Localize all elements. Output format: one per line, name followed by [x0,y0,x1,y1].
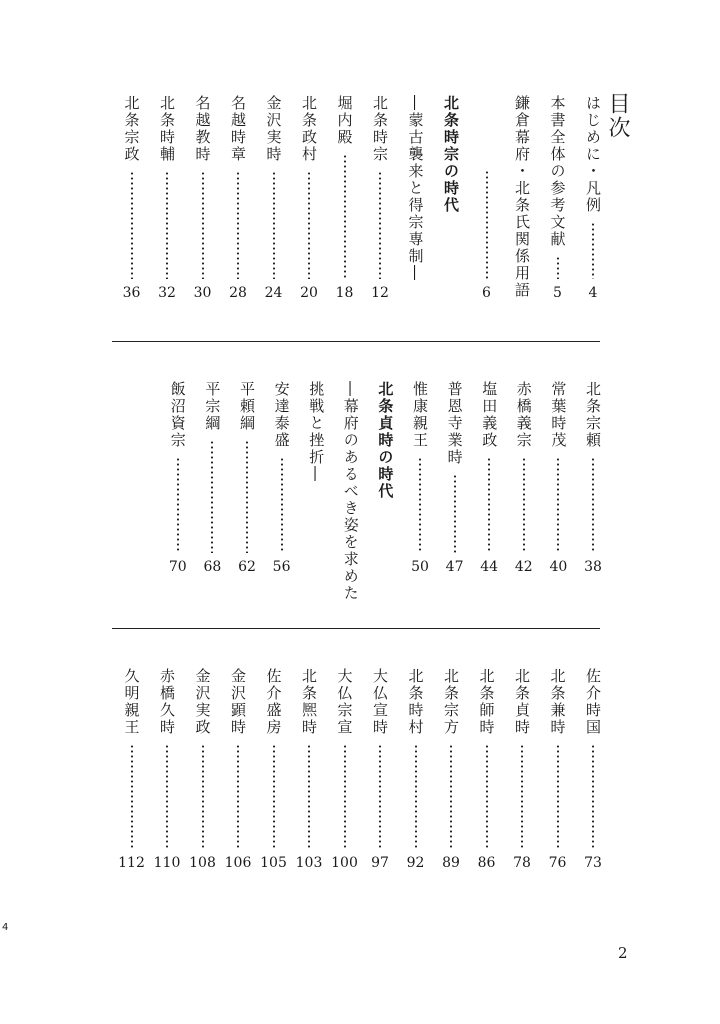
toc-entry-page: 24 [264,285,283,301]
dot-leader [557,744,559,849]
toc-entry-label: 佐介時国 [584,668,602,736]
toc-entry [265,381,299,585]
section-divider [112,628,600,629]
dot-leader [379,171,381,279]
toc-entry-page: 44 [480,559,499,575]
toc-entry [541,95,575,305]
toc-entry [576,381,610,585]
page-number: 2 [618,944,628,962]
toc-entry-label: 北条時村 [406,668,425,736]
toc-entry [507,381,541,585]
toc-entry-page: 62 [238,559,256,575]
toc-entry-label: 常葉時茂 [549,381,568,449]
toc-section-2 [110,381,610,602]
toc-entry [399,668,433,876]
toc-entry-label: 挑戦と挫折― [307,381,326,483]
toc-entry-label: 北条時宗 [371,95,389,163]
toc-entry-label: 北条熈時 [300,668,318,736]
toc-entry [115,95,149,305]
dot-leader [557,256,559,279]
toc-entry-wrap-label [505,95,539,305]
toc-entry [221,95,255,305]
toc-entry [230,381,264,585]
section-subtitle [299,381,333,585]
toc-entry [186,668,220,876]
toc-entry-page: 12 [371,285,389,301]
toc-entry-page: 30 [193,285,212,301]
dot-leader [557,457,559,553]
toc-entry [403,381,437,585]
dot-leader [202,744,204,849]
toc-entry-label: 平頼綱 [238,381,256,432]
toc-entry [292,95,326,305]
toc-entry-label: 塩田義政 [480,381,499,449]
dot-leader [211,440,213,553]
dot-leader [450,744,452,849]
toc-entry-page: 106 [224,855,252,871]
toc-entry-label: 堀内殿 [335,95,354,146]
dot-leader [177,457,179,553]
toc-entry [541,381,575,585]
dot-leader [415,744,417,849]
side-marker: 4 [2,922,9,933]
toc-entry-label: 北条宗政 [122,95,141,163]
toc-entry [470,668,504,876]
toc-entry-label: 北条政村 [300,95,318,163]
toc-entry-page: 18 [335,285,354,301]
section-heading [434,95,468,305]
toc-entry-label: 北条時宗の時代 [442,95,460,214]
toc-entry-page: 4 [588,285,598,301]
dot-leader [237,171,239,279]
toc-entry-label: 北条宗頼 [584,381,602,449]
toc-entry-label: 平宗綱 [203,381,222,432]
toc-entry-label: 北条師時 [477,668,496,736]
toc-entry [363,668,397,876]
section-divider [112,341,600,342]
toc-entry-page: 76 [548,855,567,871]
dot-leader [592,222,594,279]
dot-leader [131,171,133,279]
toc-entry-page: 28 [229,285,247,301]
toc-entry-label: ―幕府のあるべき姿を求めた [341,381,360,602]
toc-entry-page: 108 [189,855,216,871]
toc-entry-page: 38 [584,559,602,575]
toc-entry-label: 名越教時 [193,95,212,163]
dot-leader [592,744,594,849]
dot-leader [486,170,488,279]
toc-entry [292,668,326,876]
toc-entry-label: 北条貞時 [513,668,531,736]
toc-entry-label: 飯沼資宗 [168,381,187,449]
toc-entry-page: 103 [295,855,323,871]
toc-entry-page: 70 [168,559,187,575]
toc-entry-label: 佐介盛房 [264,668,283,736]
toc-entry [576,95,610,305]
toc-entry [195,381,229,585]
toc-section-1 [110,95,610,305]
dot-leader [521,744,523,849]
dot-leader [281,457,283,553]
toc-entry-label: 金沢実政 [193,668,212,736]
toc-entry-page: 20 [300,285,318,301]
toc-entry-label: 赤橋義宗 [514,381,533,449]
toc-entry-label: 大仏宗宣 [335,668,354,736]
toc-entry-page: 92 [406,855,425,871]
toc-entry-page: 112 [118,855,145,871]
toc-entry [257,668,291,876]
dot-leader [454,474,456,553]
toc-entry-page: 6 [482,285,491,301]
dot-leader [379,744,381,849]
dot-leader [273,744,275,849]
toc-entry-page: 105 [260,855,287,871]
toc-entry-page: 86 [477,855,496,871]
toc-entry-page: 56 [272,559,291,575]
dot-leader [488,457,490,553]
toc-entry-page: 32 [158,285,176,301]
toc-entry [328,95,362,305]
toc-entry [161,381,195,585]
toc-entry [257,95,291,305]
toc-entry-page: 78 [513,855,531,871]
dot-leader [237,744,239,849]
toc-entry-page: 5 [553,285,562,301]
toc-entry-label: ―蒙古襲来と得宗専制― [406,95,425,282]
toc-entry [505,668,539,876]
toc-entry-label: 北条時輔 [158,95,176,163]
toc-entry [438,381,472,585]
dot-leader [486,744,488,849]
toc-entry-page: 89 [442,855,460,871]
toc-entry-page: 110 [153,855,181,871]
toc-entry-page: 42 [514,559,533,575]
dot-leader [166,744,168,849]
toc-entry-page: 40 [549,559,568,575]
section-subtitle [399,95,433,305]
toc-entry [186,95,220,305]
toc-entry-label: 金沢顕時 [229,668,247,736]
toc-entry [576,668,610,876]
dot-leader [273,171,275,279]
dot-leader [202,171,204,279]
dot-leader [419,457,421,553]
dot-leader [308,171,310,279]
toc-entry-label: はじめに・凡例 [584,95,602,214]
toc-entry-label: 北条貞時の時代 [376,381,395,500]
toc-entry-label: 金沢実時 [264,95,283,163]
toc-entry [470,95,504,305]
toc-entry-label: 名越時章 [229,95,247,163]
toc-entry-label: 安達泰盛 [272,381,291,449]
toc-entry-label: 惟康親王 [411,381,429,449]
dot-leader [131,744,133,849]
dot-leader [592,457,594,553]
toc-entry-label: 北条兼時 [548,668,567,736]
section-heading [368,381,402,585]
toc-section-3 [110,668,610,876]
toc-entry-page: 50 [411,559,429,575]
toc-entry-page: 68 [203,559,222,575]
toc-entry [434,668,468,876]
toc-entry [150,95,184,305]
toc-entry-label: 久明親王 [122,668,141,736]
toc-entry-page: 100 [331,855,358,871]
dot-leader [344,744,346,849]
toc-entry-page: 47 [445,559,464,575]
toc-entry-label: 北条宗方 [442,668,460,736]
toc-entry [363,95,397,305]
toc-entry-label: 普恩寺業時 [445,381,464,466]
toc-entry [115,668,149,876]
toc-entry-page: 73 [584,855,602,871]
toc-entry-page: 97 [371,855,389,871]
toc-entry [221,668,255,876]
toc-entry [150,668,184,876]
toc-entry [328,668,362,876]
toc-entry-page: 36 [122,285,141,301]
dot-leader [166,171,168,279]
toc-entry-label: 本書全体の参考文献 [548,95,567,248]
toc-entry [472,381,506,585]
section-subtitle [334,381,368,602]
dot-leader [308,744,310,849]
toc-entry-label: 赤橋久時 [158,668,176,736]
dot-leader [523,457,525,553]
dot-leader [344,154,346,279]
toc-entry-label: 鎌倉幕府・北条氏関係用語 [513,95,531,299]
toc-title-text: 目次 [605,92,630,140]
toc-entry-label: 大仏宣時 [371,668,389,736]
toc-entry [541,668,575,876]
dot-leader [246,440,248,553]
